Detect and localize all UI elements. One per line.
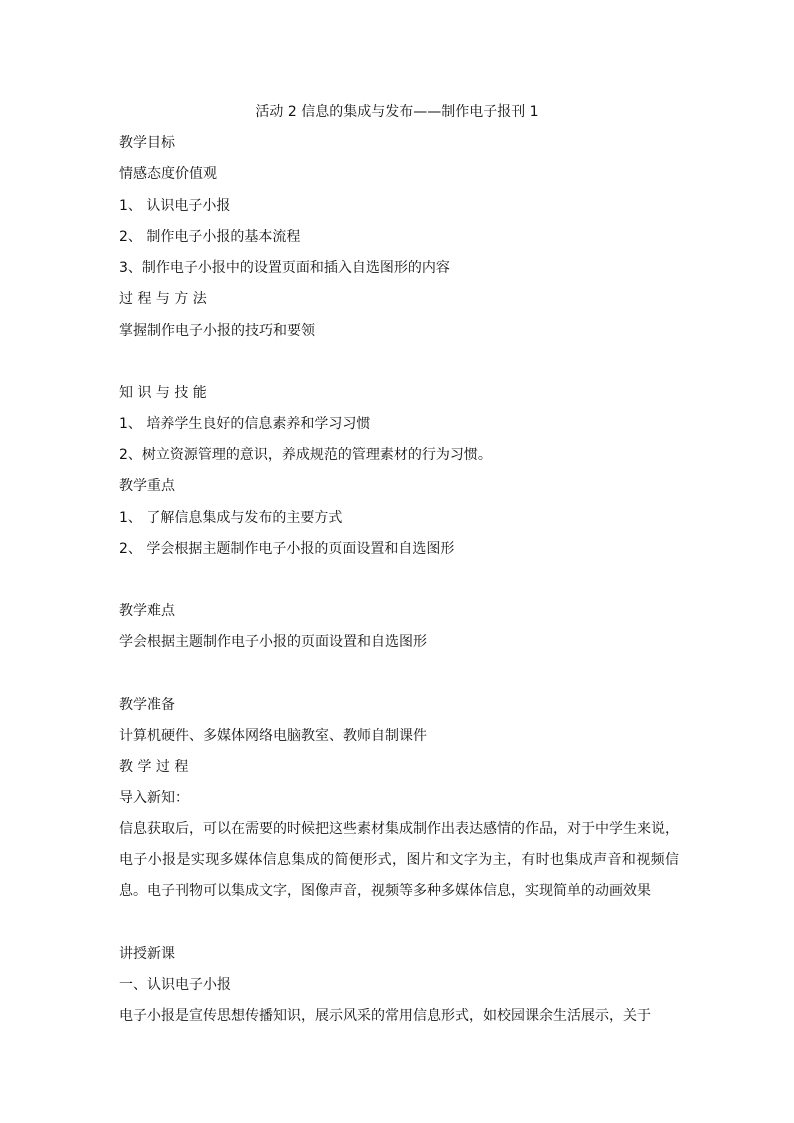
list-item: 2、 制作电子小报的基本流程: [119, 229, 301, 245]
paragraph-introduction: 信息获取后，可以在需要的时候把这些素材集成制作出表达感情的作品，对于中学生来说，电子小报是实现多媒体信息集成的简便形式，图片和文字为主，有时也集成声音和视频信息。电子刊物可以集成文字，图像声音，视频等多种多媒体信息，实现简单的动画效果: [119, 821, 679, 899]
heading-section-one: 一、认识电子小报: [119, 977, 231, 993]
heading-difficulties: 教学难点: [119, 603, 175, 619]
list-item: 2、树立资源管理的意识，养成规范的管理素材的行为习惯。: [119, 447, 492, 463]
heading-process-methods: 过 程 与 方 法: [119, 291, 207, 307]
heading-introduction: 导入新知：: [119, 790, 189, 806]
heading-preparation: 教学准备: [119, 697, 175, 713]
heading-new-lesson: 讲授新课: [119, 946, 175, 962]
text-line: 学会根据主题制作电子小报的页面设置和自选图形: [119, 634, 427, 650]
paragraph-e-newspaper: 电子小报是宣传思想传播知识，展示风采的常用信息形式，如校园课余生活展示，关于: [119, 1008, 651, 1024]
document-title: 活动 2 信息的集成与发布——制作电子报刊 1: [255, 104, 539, 120]
list-item: 1、 认识电子小报: [119, 198, 231, 214]
heading-knowledge-skills: 知 识 与 技 能: [119, 385, 207, 401]
heading-teaching-process: 教 学 过 程: [119, 759, 189, 775]
text-line: 掌握制作电子小报的技巧和要领: [119, 323, 315, 339]
list-item: 3、制作电子小报中的设置页面和插入自选图形的内容: [119, 260, 450, 276]
text-line: 计算机硬件、多媒体网络电脑教室、教师自制课件: [119, 728, 427, 744]
heading-key-points: 教学重点: [119, 478, 175, 494]
heading-teaching-goals: 教学目标: [119, 135, 175, 151]
list-item: 1、 培养学生良好的信息素养和学习习惯: [119, 416, 371, 432]
list-item: 2、 学会根据主题制作电子小报的页面设置和自选图形: [119, 541, 455, 557]
heading-attitude-values: 情感态度价值观: [119, 166, 217, 182]
list-item: 1、 了解信息集成与发布的主要方式: [119, 510, 343, 526]
